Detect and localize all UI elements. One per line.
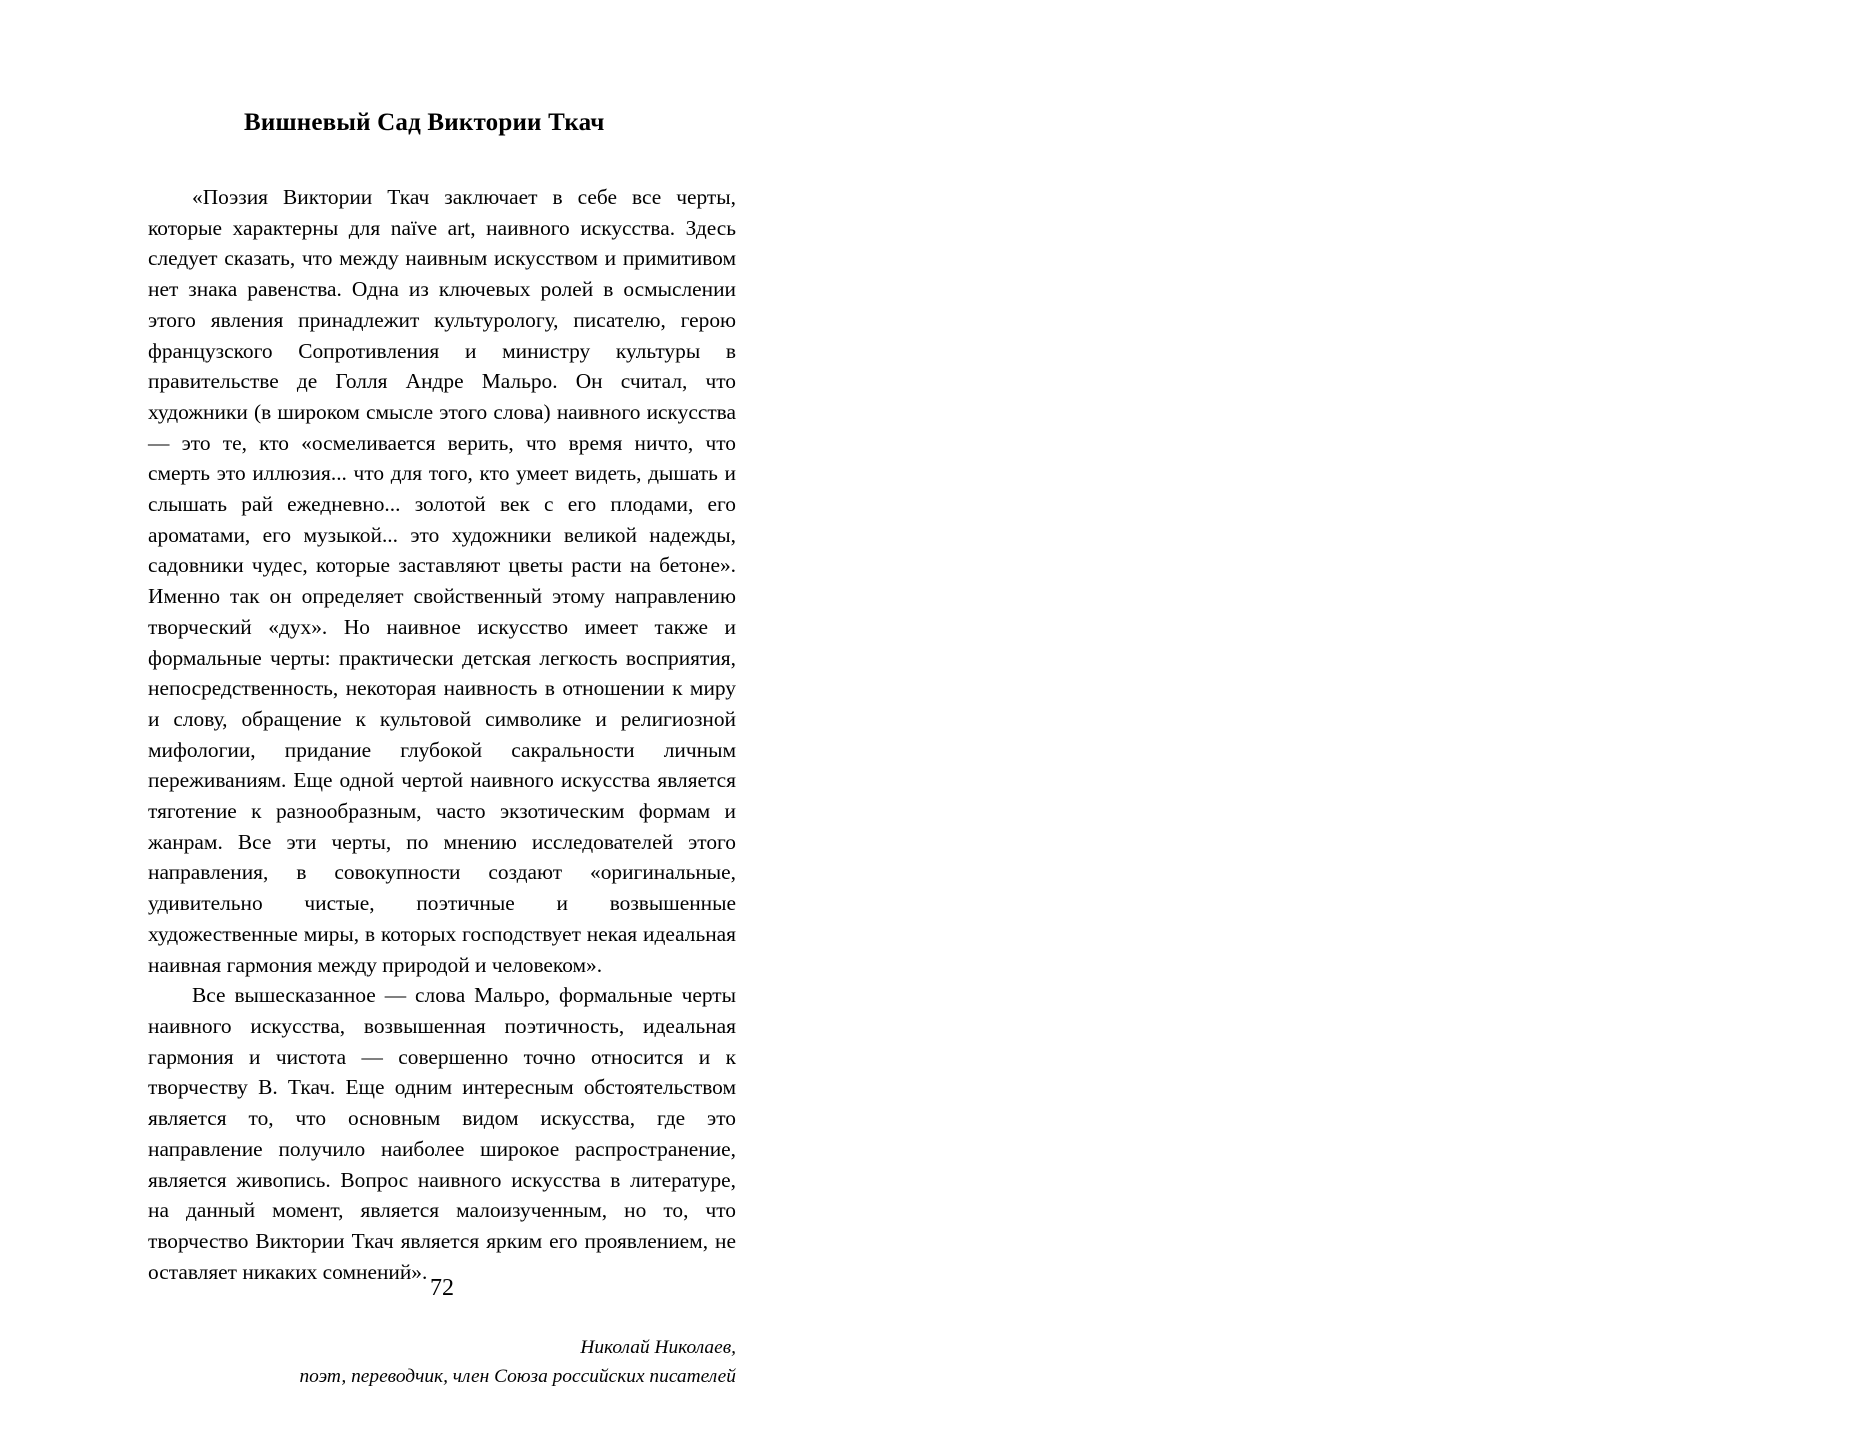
- left-page-content: [148, 108, 736, 1392]
- page-number-left: 72: [430, 1275, 454, 1301]
- right-page: [935, 0, 1871, 1455]
- essay-paragraph: «Поэзия Виктории Ткач заключает в себе все черты, которые характерны для naïve art, наивного искусства. Здесь следует сказать, что между наивным искусством и примитивом нет знака равенства. Одна из ключевых ролей в осмыслении этого явления принадлежит культурологу, писателю, герою французского Сопротивления и министру культуры в правительстве де Голля Андре Мальро. Он считал, что художники (в широком смысле этого слова) наивного искусства — это те, кто «осмеливается верить, что время ничто, что смерть это иллюзия... что для того, кто умеет видеть, дышать и слышать рай ежедневно... золотой век с его плодами, его ароматами, его музыкой... это художники великой надежды, садовники чудес, которые заставляют цветы расти на бетоне». Именно так он определяет свойственный этому направлению творческий «дух». Но наивное искусство имеет также и формальные черты: практически детская легкость восприятия, непосредственность, некоторая наивность в отношении к миру и слову, обращение к культовой символике и религиозной мифологии, придание глубокой сакральности личным переживаниям. Еще одной чертой наивного искусства является тяготение к разнообразным, часто экзотическим формам и жанрам. Все эти черты, по мнению исследователей этого направления, в совокупности создают «оригинальные, удивительно чистые, поэтичные и возвышенные художественные миры, в которых господствует некая идеальная наивная гармония между природой и человеком».: [148, 185, 736, 977]
- attribution: [148, 1333, 736, 1391]
- essay-body: [148, 182, 736, 1287]
- essay-paragraph: Все вышесказанное — слова Мальро, формальные черты наивного искусства, возвышенная поэтичность, идеальная гармония и чистота — совершенно точно относится и к творчеству В. Ткач. Еще одним интересным обстоятельством является то, что основным видом искусства, где это направление получило наиболее широкое распространение, является живопись. Вопрос наивного искусства в литературе, на данный момент, является малоизученным, но то, что творчество Виктории Ткач является ярким его проявлением, не оставляет никаких сомнений».: [148, 983, 736, 1284]
- essay-title: Вишневый Сад Виктории Ткач: [244, 109, 605, 136]
- attribution-role: поэт, переводчик, член Союза российских писателей: [299, 1366, 736, 1388]
- left-page: [0, 0, 935, 1455]
- attribution-name: Николай Николаев,: [580, 1337, 736, 1359]
